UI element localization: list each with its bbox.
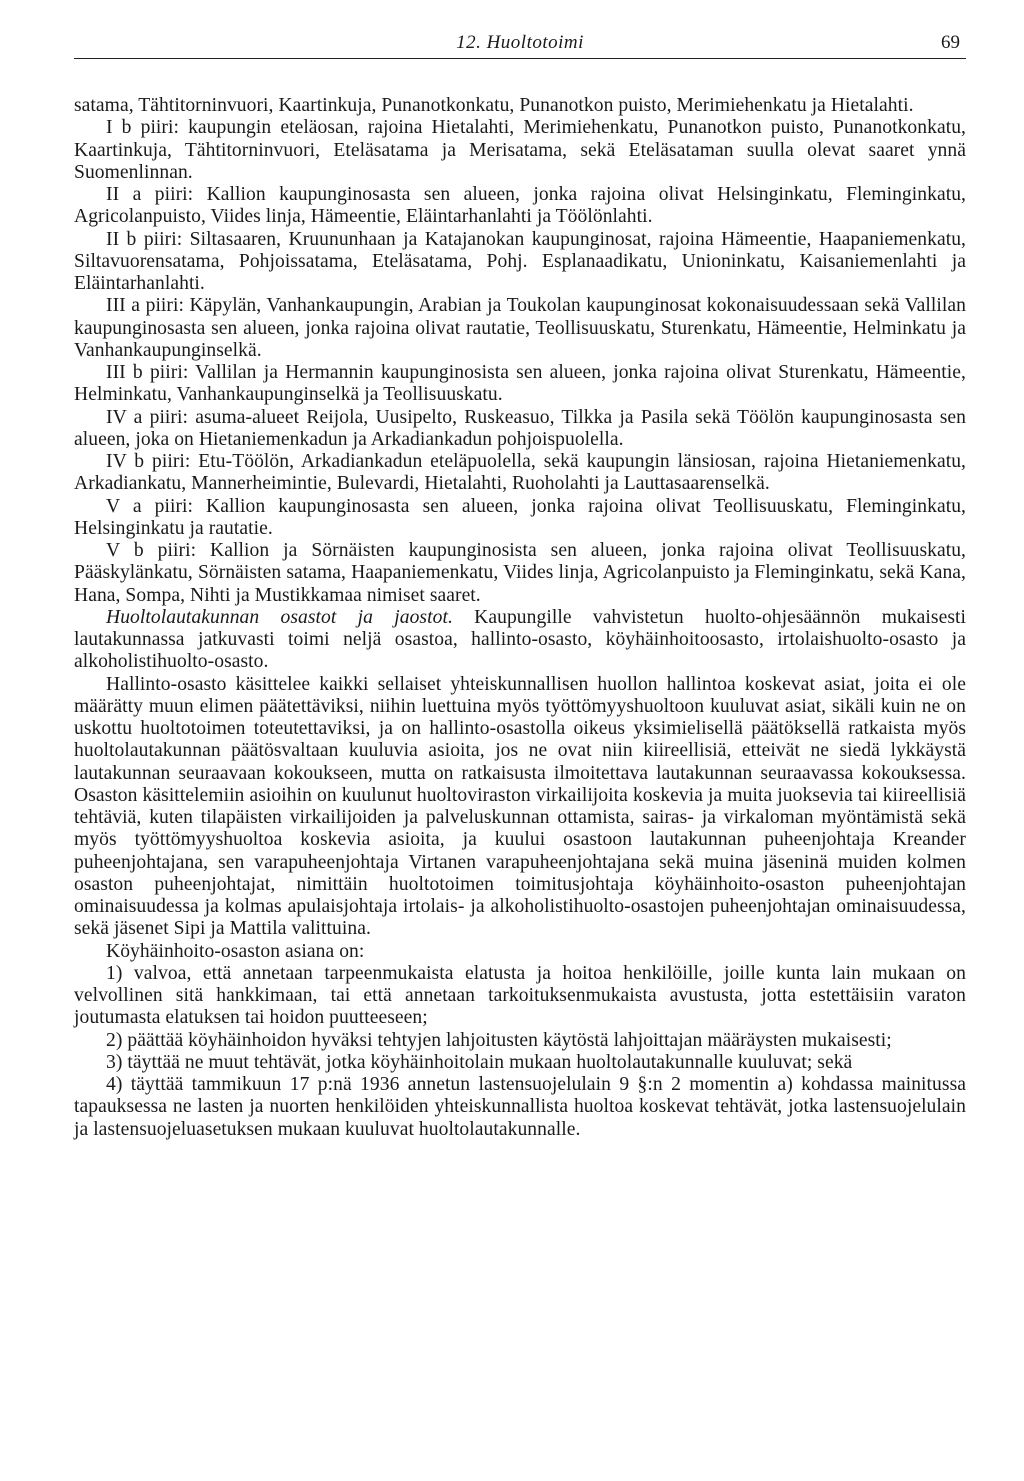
paragraph: V b piiri: Kallion ja Sörnäisten kaupunginosista sen alueen, jonka rajoina olivat Teollisuuskatu, Pääskylänkatu, Sörnäisten satama, Haapaniemenkatu, Viides linja, Agricolanpuisto ja Fleminginkatu, sekä Kana, Hana, Sompa, Nihti ja Mustikkamaa nimiset saaret.: [74, 540, 966, 606]
paragraph: III a piiri: Käpylän, Vanhankaupungin, Arabian ja Toukolan kaupunginosat kokonaisuudessaan sekä Vallilan kaupunginosasta sen alueen, jonka rajoina olivat rautatie, Teollisuuskatu, Sturenkatu, Hämeentie, Helminkatu ja Vanhankaupunginselkä.: [74, 295, 966, 361]
page-number: 69: [941, 32, 960, 53]
paragraph: Köyhäinhoito-osaston asiana on:: [106, 940, 365, 962]
paragraph: III b piiri: Vallilan ja Hermannin kaupunginosista sen alueen, jonka rajoina olivat Sturenkatu, Hämeentie, Helminkatu, Vanhankaupunginselkä ja Teollisuuskatu.: [74, 362, 966, 406]
list-item: 1) valvoa, että annetaan tarpeenmukaista elatusta ja hoitoa henkilöille, joille kunta lain mukaan on velvollinen sitä hankkimaan, tai että annetaan tarkoituksenmukaista avustusta, jotta estettäisiin varaton joutumasta elatuksen tai hoidon puutteeseen;: [74, 962, 966, 1029]
paragraph: II b piiri: Siltasaaren, Kruununhaan ja Katajanokan kaupunginosat, rajoina Hämeentie, Haapaniemenkatu, Siltavuorensatama, Pohjoissatama, Eteläsatama, Pohj. Esplanaadikatu, Unioninkatu, Kaisaniemenlahti ja Eläintarhanlahti.: [74, 228, 966, 294]
running-title: 12. Huoltotoimi: [456, 32, 584, 53]
paragraph: II a piiri: Kallion kaupunginosasta sen alueen, jonka rajoina olivat Helsinginkatu, Fleminginkatu, Agricolanpuisto, Viides linja, Hämeentie, Eläintarhanlahti ja Töölönlahti.: [74, 184, 966, 228]
paragraph: I b piiri: kaupungin eteläosan, rajoina Hietalahti, Merimiehenkatu, Punanotkon puisto, Punanotkonkatu, Kaartinkuja, Tähtitorninvuori, Eteläsatama ja Merisatama, sekä Eteläsataman suulla olevat saaret ynnä Suomenlinnan.: [74, 117, 966, 183]
list-item: 3) täyttää ne muut tehtävät, jotka köyhäinhoitolain mukaan huoltolautakunnalle kuuluvat; sekä: [106, 1051, 853, 1073]
section-heading-italic: Huoltolautakunnan osastot ja jaostot.: [106, 606, 453, 628]
list-item: 2) päättää köyhäinhoidon hyväksi tehtyjen lahjoitusten käytöstä lahjoittajan määräysten mukaisesti;: [106, 1029, 892, 1051]
list-item: 4) täyttää tammikuun 17 p:nä 1936 annetun lastensuojelulain 9 §:n 2 momentin a) kohdassa mainitussa tapauksessa ne lasten ja nuorten henkilöiden yhteiskunnallista huoltoa koskevat tehtävät, jotka lastensuojelulain ja lastensuojeluasetuksen mukaan kuuluvat huoltolautakunnalle.: [74, 1074, 966, 1140]
paragraph: Hallinto-osasto käsittelee kaikki sellaiset yhteiskunnallisen huollon hallintoa koskevat asiat, joita ei ole määrätty muun elimen päätettäviksi, niihin luettuina myös työttömyyshuoltoon kuuluvat asiat, sikäli kuin ne on uskottu huoltotoimen toteutettaviksi, ja on hallinto-osastolla oikeus yksimielisellä päätöksellä ratkaista myös huoltolautakunnan päätösvaltaan kuuluvia asioita, jos ne ovat niin kiireellisiä, etteivät ne siedä lykkäystä lautakunnan seuraavaan kokoukseen, mutta on ratkaisusta ilmoitettava lautakunnan seuraavassa kokouksessa. Osaston käsittelemiin asioihin on kuulunut huoltoviraston virkailijoita koskevia ja muita juoksevia tai kiireellisiä tehtäviä, kuten tilapäisten virkailijoiden ja palveluskunnan ottamista, sairas- ja virkaloman myöntämistä sekä myös työttömyyshuoltoa koskevia asioita, ja kuului osastoon lautakunnan puheenjohtaja Kreander puheenjohtajana, sen varapuheenjohtaja Virtanen varapuheenjohtajana sekä muina jäseninä muiden kolmen osaston puheenjohtajat, nimittäin huoltotoimen toimitusjohtaja köyhäinhoito-osaston puheenjohtajan ominaisuudessa ja kolmas apulaisjohtaja irtolais- ja alkoholistihuolto-osastojen puheenjohtajan ominaisuudessa, sekä jäsenet Sipi ja Mattila valittuina.: [74, 673, 966, 940]
document-page: [74, 28, 966, 1141]
body-text: [74, 95, 966, 1141]
paragraph: IV b piiri: Etu-Töölön, Arkadiankadun eteläpuolella, sekä kaupungin länsiosan, rajoina Hietaniemenkatu, Arkadiankatu, Mannerheimintie, Bulevardi, Hietalahti, Ruoholahti ja Lauttasaarenselkä.: [74, 451, 966, 495]
paragraph: Huoltolautakunnan osastot ja jaostot. Kaupungille vahvistetun huolto-ohjesäännön mukaisesti lautakunnassa jatkuvasti toimi neljä osastoa, hallinto-osasto, köyhäinhoitoosasto, irtolaishuolto-osasto ja alkoholistihuolto-osasto.: [74, 606, 967, 673]
paragraph: V a piiri: Kallion kaupunginosasta sen alueen, jonka rajoina olivat Teollisuuskatu, Fleminginkatu, Helsinginkatu ja rautatie.: [74, 495, 966, 539]
running-header: [74, 28, 966, 59]
paragraph: satama, Tähtitorninvuori, Kaartinkuja, Punanotkonkatu, Punanotkon puisto, Merimiehenkatu ja Hietalahti.: [74, 95, 914, 116]
paragraph: IV a piiri: asuma-alueet Reijola, Uusipelto, Ruskeasuo, Tilkka ja Pasila sekä Töölön kaupunginosasta sen alueen, joka on Hietaniemenkadun ja Arkadiankadun pohjoispuolella.: [74, 406, 966, 450]
